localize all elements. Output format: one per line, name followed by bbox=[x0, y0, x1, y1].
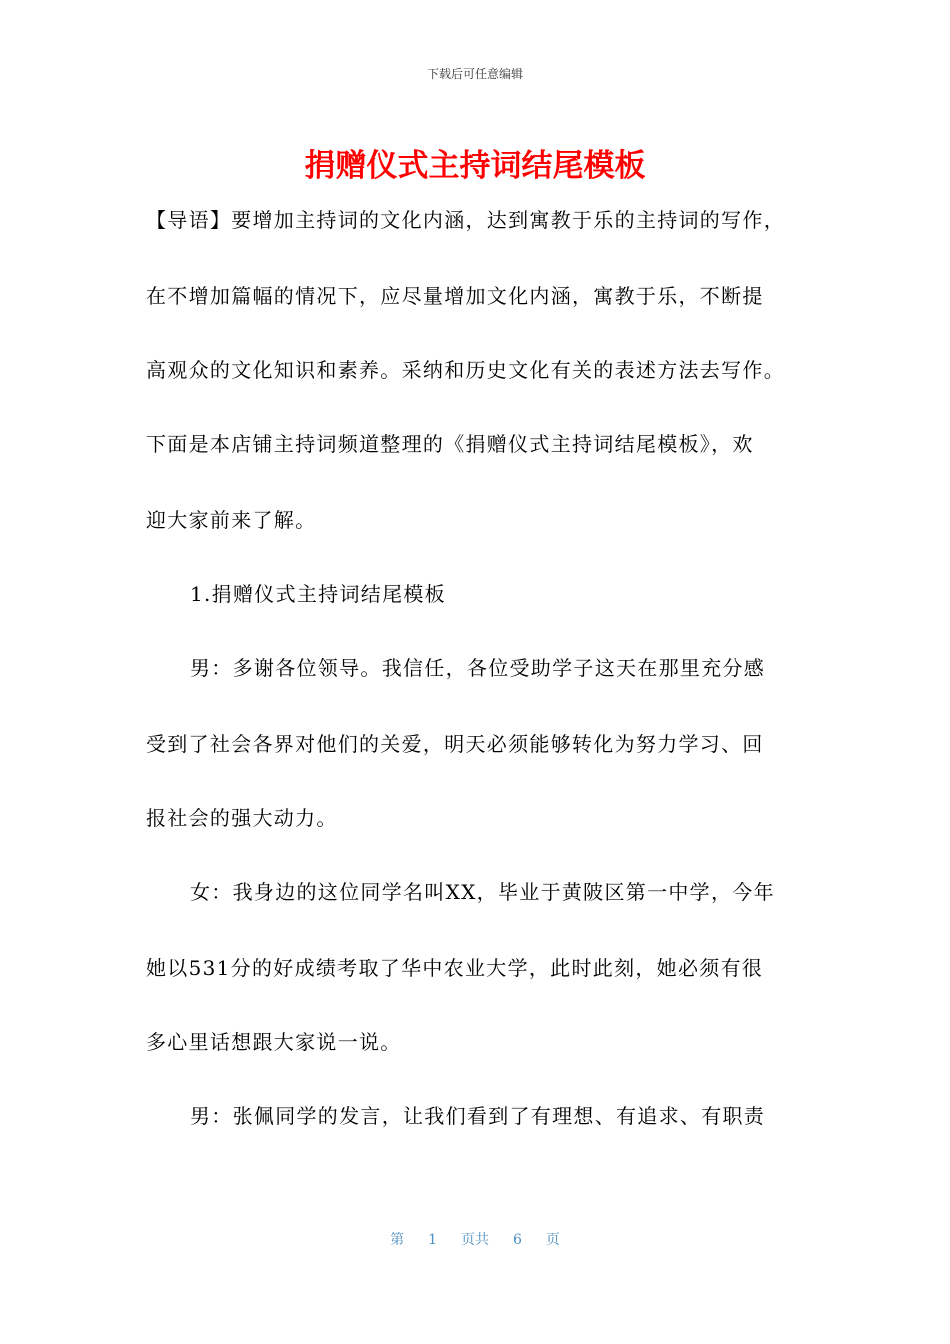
footer-total-pages: 6 bbox=[513, 1232, 522, 1248]
body-line: 男：张佩同学的发言，让我们看到了有理想、有追求、有职责 bbox=[190, 1104, 766, 1128]
body-line: 女：我身边的这位同学名叫XX，毕业于黄陂区第一中学，今年 bbox=[190, 880, 775, 904]
body-line: 下面是本店铺主持词频道整理的《捐赠仪式主持词结尾模板》，欢 bbox=[146, 432, 754, 456]
body-line: 高观众的文化知识和素养。采纳和历史文化有关的表述方法去写作。 bbox=[146, 358, 785, 382]
body-line: 多心里话想跟大家说一说。 bbox=[146, 1030, 402, 1054]
footer-prefix: 第 bbox=[390, 1232, 405, 1248]
document-title: 捐赠仪式主持词结尾模板 bbox=[304, 148, 646, 184]
footer-middle: 页共 bbox=[461, 1232, 489, 1248]
body-line: 在不增加篇幅的情况下，应尽量增加文化内涵，寓教于乐，不断提 bbox=[146, 284, 764, 308]
footer-page-number: 1 bbox=[428, 1232, 437, 1248]
body-line: 她以531分的好成绩考取了华中农业大学，此时此刻，她必须有很 bbox=[146, 956, 764, 980]
section-heading: 1.捐赠仪式主持词结尾模板 bbox=[190, 582, 446, 606]
body-line: 男：多谢各位领导。我信任，各位受助学子这天在那里充分感 bbox=[190, 656, 766, 680]
body-line: 【导语】要增加主持词的文化内涵，达到寓教于乐的主持词的写作， bbox=[146, 208, 785, 232]
body-line: 报社会的强大动力。 bbox=[146, 806, 338, 830]
page-footer bbox=[0, 1230, 950, 1250]
body-line: 迎大家前来了解。 bbox=[146, 508, 317, 532]
page-header-note: 下载后可任意编辑 bbox=[426, 67, 523, 81]
footer-suffix: 页 bbox=[545, 1232, 560, 1248]
body-line: 受到了社会各界对他们的关爱，明天必须能够转化为努力学习、回 bbox=[146, 732, 764, 756]
